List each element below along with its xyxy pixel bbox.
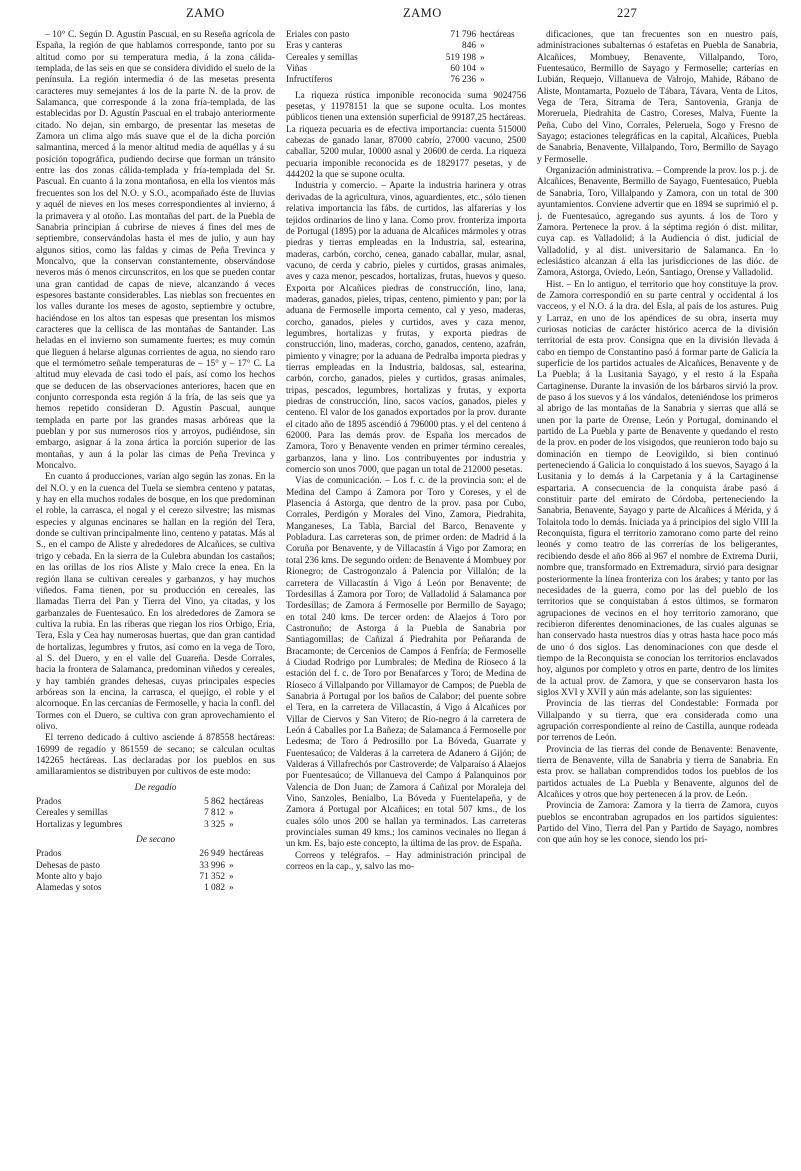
- regadio-table: [36, 797, 275, 831]
- table-row: Hortalizas y legumbres 3 325 »: [36, 819, 234, 830]
- paragraph: Industria y comercio. – Aparte la industria harinera y otras derivadas de la agricultura, vinos, aguardientes, etc., sólo tienen relativa importancia las fábs. de curtidos, las alfarerías y los tejidos ordinarios de lino y lana. Como prov. fronteriza importa de Portugal (1895) por la aduana de Alcañices mármoles y otras piedras y tierras empleadas en la Industria, sal, estearina, maderas, carbón, corcho, cenea, ganado caballar, mular, asnal, vacuno, de cerda y cabrío, pieles y curtidos, grasas animales, aves y caza menor, pescados, hortalizas, frutas, huevos y queso. Exporta por Alcañices piedras de construcción, lino, lana, maderas, ganados, pieles, tripas, centeno, pimiento y pan; por la aduana de Fermoselle importa cemento, cal y yeso, maderas, corcho, ganados, pieles y curtidos, aves y caza menor, legumbres, hortalizas y frutas, y exporta piedras de construcción, lino, maderas, corcho, ganados, centeno, azafrán, pimiento y vinagre; por la aduana de Pedralba importa piedras y tierras empleadas en la Industria, baldosas, sal, estearina, carbón, corcho, ganados, pieles y curtidos, grasas animales, tripas, pescados, legumbres, hortalizas y frutas, y exporta piedras de construcción, lino, sacos vacíos, ganados, pieles y centeno. El valor de los ganados exportados por la prov. durante el citado año de 1895 ascendió á 796000 ptas. y el del centeno á 62000. Para las demás prov. de España los mercados de Zamora, Toro y Benavente venden en primer término cereales, garbanzos, lana y lino. Los contribuyentes por industria y comercio son unos 7000, que pagan un total de 212000 pesetas.: [286, 181, 526, 476]
- secano-heading: De secano: [136, 835, 175, 846]
- table-row: Cereales y semillas 7 812 »: [36, 808, 234, 819]
- paragraph: Correos y telégrafos. – Hay administración principal de correos en la cap., y, salvo las mo-: [286, 850, 526, 873]
- table-row: Eras y canteras 846 »: [286, 41, 485, 52]
- table-row: Prados 5 862 hectáreas: [36, 797, 264, 808]
- column-right: [537, 30, 778, 1166]
- table-row: Infructíferos 76 236 »: [286, 75, 485, 86]
- table-row: Alamedas y sotos 1 082 »: [36, 883, 234, 894]
- cultivos-table: [286, 30, 526, 87]
- paragraph: dificaciones, que tan frecuentes son en nuestro país, administraciones subalternas ó estafetas en Puebla de Sanabria, Alcañices, Mombuey, Benavente, Villalpando, Toro, Fuentesaúco, Bermillo de Sayago y Fermoselle; carterías en Lubián, Requejo, Villanueva de Valrojo, Mahide, Rábano de Aliste, Montamarta, Pozuelo de Tábara, Távara, Venta de Litos, Vega de Tera, Sitrama de Tera, Santovenia, Granja de Moreruela, Piedrahita de Castro, Coreses, Malva, Fuente la Peña, Cubo del Vino, Corrales, Peleruela, Sogo y Fresno de Sayago; estaciones telegráficas en la capital, Alcañices, Puebla de Sanabria, Benavente, Villalpando, Toro, Bermillo de Sayago y Fermoselle.: [537, 30, 778, 165]
- paragraph: Hist. – En lo antiguo, el territorio que hoy constituye la prov. de Zamora correspondió en su parte central y occidental á los vacceos, y el N.O. á la dra. del Esla, al país de los astures. Puig y Larraz, en uno de los apéndices de su obra, inserta muy curiosas noticias de carácter histórico acerca de la división territorial de esta prov. Consigna que en la división llevada á cabo en tiempo de Constantino pasó á formar parte de Galicia la superficie de los partidos actuales de Alcañices, Benavente y de La Puebla; á la Lusitania Sayago, y el resto á la España Cartaginense. Durante la invasión de los bárbaros sirvió la prov. de paso á los suevos y á los vándalos, deteniéndose los primeros al abrigo de las montañas de la Sanabria y sierras que allá se unen por la parte de Orense, León y Portugal, dominando el partido de La Puebla y parte de Benavente y quedando el resto de la prov. en poder de los visigodos, que reunieron todo bajo su dominación en tiempo de Leovigildo, si bien continuó perteneciendo á Galicia lo conquistado á los suevos, Sayago á la Lusitania y lo demás á la Carpetania y á la Cartaginense espartaria. A consecuencia de la conquista árabe pasó á constituir parte del emirato de Córdoba, perteneciendo la Sanabria, Benavente, Sayago y parte de Alcañices á Mérida, y á Tolaitola todo lo demás. Iniciada ya á principios del siglo VIII la Reconquista, figura el territorio zamorano como parte del reino leonés y como teatro de las correrías de los beligerantes, recibiendo desde el año 866 al 967 el nombre de Extrema Durii, nombre que, transformado en Extremadura, sirvió para designar posteriormente la línea fronteriza con los árabes; y tanto por las necesidades de la guerra, como por las del pueblo de los territorios que se conquistaban á estos últimos, se formaron agrupaciones de vecinos en el hoy territorio zamorano, que recibieron diferentes denominaciones, de las cuales algunas se han conservado hasta nuestros días y otras hasta hace poco más de uno ó dos siglos. Las denominaciones con que desde el tiempo de la Reconquista se conocían los territorios enclavados hoy, algunos por completo y otros en parte, dentro de los límites de la actual prov. de Zamora, y que se conservaron hasta los siglos XVI y XVII y aún más adelante, son las siguientes:: [537, 279, 778, 698]
- paragraph: – 10° C. Según D. Agustín Pascual, en su Reseña agrícola de España, la región de que hablamos corresponde, tanto por su altitud como por su temperatura media, á la zona cálida-templada, de las seis en que se considera dividido el suelo de la península. La región intermedia ó de las mesetas presenta caracteres muy semejantes á los de la parte N. de la prov. de Salamanca, que corresponde á la zona fría-templada, de las establecidas por D. Agustín Pascual en el trabajo anteriormente citado. No dejan, sin embargo, de presentar las mesetas de Zamora un clima algo más suave que el de la dicha porción salmantina, merced á la menor altitud media de aquéllas y á su posición topográfica, pudiendo decirse que forman un tránsito entre las dos zonas cálida-templada y fría-templada del Sr. Pascual. En cuanto á la zona montañosa, en ella los vientos más frecuentes son los del N.O. y S.O., acompañado éste de lluvias y aquél de nieves en los meses correspondientes al invierno, á la primavera y al otoño. Las montañas del part. de la Puebla de Sanabria principian á cubrirse de nieves á fines del mes de septiembre, conservándolas hasta el mes de julio, y aun hay algunos sitios, como las faldas y cimas de Peña Trevinca y Moncalvo, que la conservan constantemente, observándose neveros más ó menos circunscritos, en los que se pueden contar una gran cantidad de capas de nieve, alcanzando á veces espesores bastante considerables. Las nieblas son frecuentes en los valles durante los meses de agosto, septiembre y octubre, haciéndose en los altos tan espesas que presentan los mismos caracteres que la cellisca de las montañas de Santander. Las heladas en el invierno son sumamente fuertes; es muy común que lleguen á helarse algunas corrientes de agua, no siendo raro que el termómetro señale temperaturas de – 15° y – 17° C. La altitud muy elevada de casi todo el país, así como los hechos que se deducen de las observaciones anteriores, hacen que en conjunto corresponda esta región á la fría, de las seis que ya hemos repetido consideran D. Agustín Pascual, aunque templada en parte por las grandes masas arbóreas que la pueblan y por sus numerosos ríos y arroyos, pudiéndose, sin embargo, asignar á la zona ártica la porción superior de las montañas, y aun á la polar las cimas de Peña Trevinca y Moncalvo.: [36, 30, 275, 472]
- paragraph: Vías de comunicación. – Los f. c. de la provincia son: el de Medina del Campo á Zamora por Toro y Coreses, y el de Plasencia á Astorga, que dentro de la prov. pasa por Cubo, Corrales, Perdigón y Morales del Vino, Zamora, Piedrahita, Manganeses, La Tabla, Barcial del Barco, Benavente y Pobladura. Las carreteras son, de primer orden: de Madrid á la Coruña por Benavente, y de Villacastín á Vigo por Zamora; en total 236 kms. De segundo orden: de Benavente á Mombuey por Rionegro; de Castrogonzalo á Palencia por Villalón; de la carretera de Villacastín á Vigo á León por Benavente; de Tordesillas á Zamora por Toro; de Valladolid á Salamanca por Tordesillas; de Zamora á Fermoselle por Bermillo de Sayago; en total 240 kms. De tercer orden: de Alaejos á Toro por Castronuño; de Astorga á la Puebla de Sanabria por Santiagomillas; de Cañizal á Piedrahita por Peñaranda de Bracamonte; de Cercenios de Campos á Fenfría; de Fermoselle á Ciudad Rodrigo por Lumbrales; de Medina de Rioseco á la estación del f. c. de Toro por Benafarces y Toro; de Medina de Rioseco á Villalpando por Villamayor de Campos; de Puebla de Sanabria á Portugal por los baños de Calabor; del puente sobre el Tera, en la carretera de Villacastín, á Vigo á Alcañices por Villar de Ciervos y San Vitero; de Río-negro á la carretera de León á Caballes por La Bañeza; de Salamanca á Fermoselle por Ledesma; de Toro á Pedrosillo por La Bóveda, Guarrate y Fuentesaúco; de Valderas á la carretera de Adanero á Gijón; de Valderas á Villafrechós por Castroverde; de Valparaíso á Alaejos por Fuentesaúco; de Villanueva del Campo á Palanquinos por Valencia de Don Juan; de Zamora á Cañizal por Moraleja del Vino, Sanzoles, Benialbo, La Bóveda y Fuentelapeña, y de Zamora á Portugal por Alcañices; en total 507 kms., de los cuales sólo unos 200 se hallan ya terminados. Las carreteras provinciales suman 49 kms.; los caminos vecinales no llegan á un km. Es, bajo este concepto, la última de las prov. de España.: [286, 476, 526, 850]
- table-row: Prados 26 949 hectáreas: [36, 849, 264, 860]
- page-number: 227: [617, 6, 638, 20]
- paragraph: El terreno dedicado á cultivo asciende á 878558 hectáreas: 16999 de regadío y 861559 de secano; se calculan ocultas 142265 hectáreas. Las declaradas por los pueblos en sus amillaramientos se distribuyen por cultivos de este modo:: [36, 733, 275, 778]
- column-middle: [286, 30, 526, 1166]
- regadio-heading: De regadío: [134, 782, 177, 793]
- page-header: [0, 0, 801, 24]
- table-row: Viñas 60 104 »: [286, 64, 485, 75]
- paragraph: En cuanto á producciones, varían algo según las zonas. En la del N.O. y en la cuenca del Tuela se siembra centeno y patatas, y hay en ella muchos rodales de bosque, en los que predominan el roble, la carrasca, el nogal y el cerezo silvestre; las mismas especies y algunas encinares se hallan en la región del Tera, donde se cultivan principalmente lino, centeno y patatas. Más al S., en el campo de Aliste y alrededores de Alcañices, se cultiva trigo y cebada. En la sierra de la Culebra abundan los castaños; en las orillas de los ríos Aliste y Malo crece la enea. En la región llana se cultivan cereales y garbanzos, y hay muchos viñedos. Fama tienen, por su producción en cereales, las llamadas Tierra del Pan y Tierra del Vino, ya citadas, y los garbanzales de Fuentesaúco. En los alrededores de Zamora se cultiva la rubia. En las riberas que riegan los ríos Orbigo, Eria, Tera, Esla y Cea hay numerosas huertas, que dan gran cantidad de hortalizas, legumbres y frutos, así como en la vega de Toro, al S. del Duero, y en el valle del Guareña. Desde Corrales, hacia la frontera de Salamanca, predominan viñedos y cereales, y hay también grandes dehesas, cuyas principales especies arbóreas son la encina, la carrasca, el quejigo, el roble y el alcornoque. En las cercanías de Fermoselle, y hacia la confl. del Tormes con el Duero, se cultiva con gran aprovechamiento el olivo.: [36, 472, 275, 732]
- secano-table: [36, 849, 275, 894]
- table-row: Cereales y semillas 519 198 »: [286, 52, 485, 63]
- paragraph: Organización administrativa. – Comprende la prov. los p. j. de Alcañices, Benavente, Bermillo de Sayago, Fuentesaúco, Puebla de Sanabria, Toro, Villalpando y Zamora, con un total de 300 ayuntamientos. Conviene advertir que en 1894 se suprimió el p. j. de Fuentesaúco, agregando sus ayunts. á los de Toro y Zamora. Pertenece la prov. á la séptima región ó dist. militar, cuya cap. es Valladolid; á la Audiencia ó dist. judicial de Valladolid, y al dist. universitario de Salamanca. En lo eclesiástico alcanzan á ella las jurisdicciones de las dióc. de Zamora, Astorga, Oviedo, León, Santiago, Orense y Valladolid.: [537, 166, 778, 279]
- column-left: [36, 30, 275, 1166]
- running-head-left: ZAMO: [186, 6, 225, 20]
- table-row: Monte alto y bajo 71 352 »: [36, 872, 234, 883]
- paragraph: La riqueza rústica imponible reconocida suma 9024756 pesetas, y 11978151 la que se supone oculta. Los montes públicos tienen una extensión superficial de 99187,25 hectáreas. La riqueza pecuaria es de efectiva importancia: cuenta 515000 cabezas de ganado lanar, 87000 cabrío, 27000 vacuno, 2500 caballar, 5200 mular, 10000 asnal y 20600 de cerda. La riqueza pecuaria imponible reconocida es de 1829177 pesetas, y de 444202 la que se supone oculta.: [286, 90, 526, 181]
- paragraph: Provincia de las tierras del Condestable: Formada por Villalpando y su tierra, que era considerada como una agrupación correspondiente al reino de Castilla, aunque rodeada por terrenos de León.: [537, 699, 778, 744]
- paragraph: Provincia de las tierras del conde de Benavente: Benavente, tierra de Benavente, villa de Sanabria y tierra de Sanabria. En esta prov. se hallaban comprendidos todos los pueblos de los partidos actuales de La Puebla y Benavente, algunos del de Alcañices y otros que hoy pertenecen á la prov. de León.: [537, 744, 778, 801]
- table-row: Dehesas de pasto 33 996 »: [36, 860, 234, 871]
- table-row: Eriales con pasto 71 796 hectáreas: [286, 30, 515, 40]
- paragraph: Provincia de Zamora: Zamora y la tierra de Zamora, cuyos pueblos se encontraban agrupados en los partidos siguientes: Partido del Vino, Tierra del Pan y Partido de Sayago, nombres con que aún hoy se les conoce, siendo los pri-: [537, 801, 778, 846]
- running-head-middle: ZAMO: [403, 6, 442, 20]
